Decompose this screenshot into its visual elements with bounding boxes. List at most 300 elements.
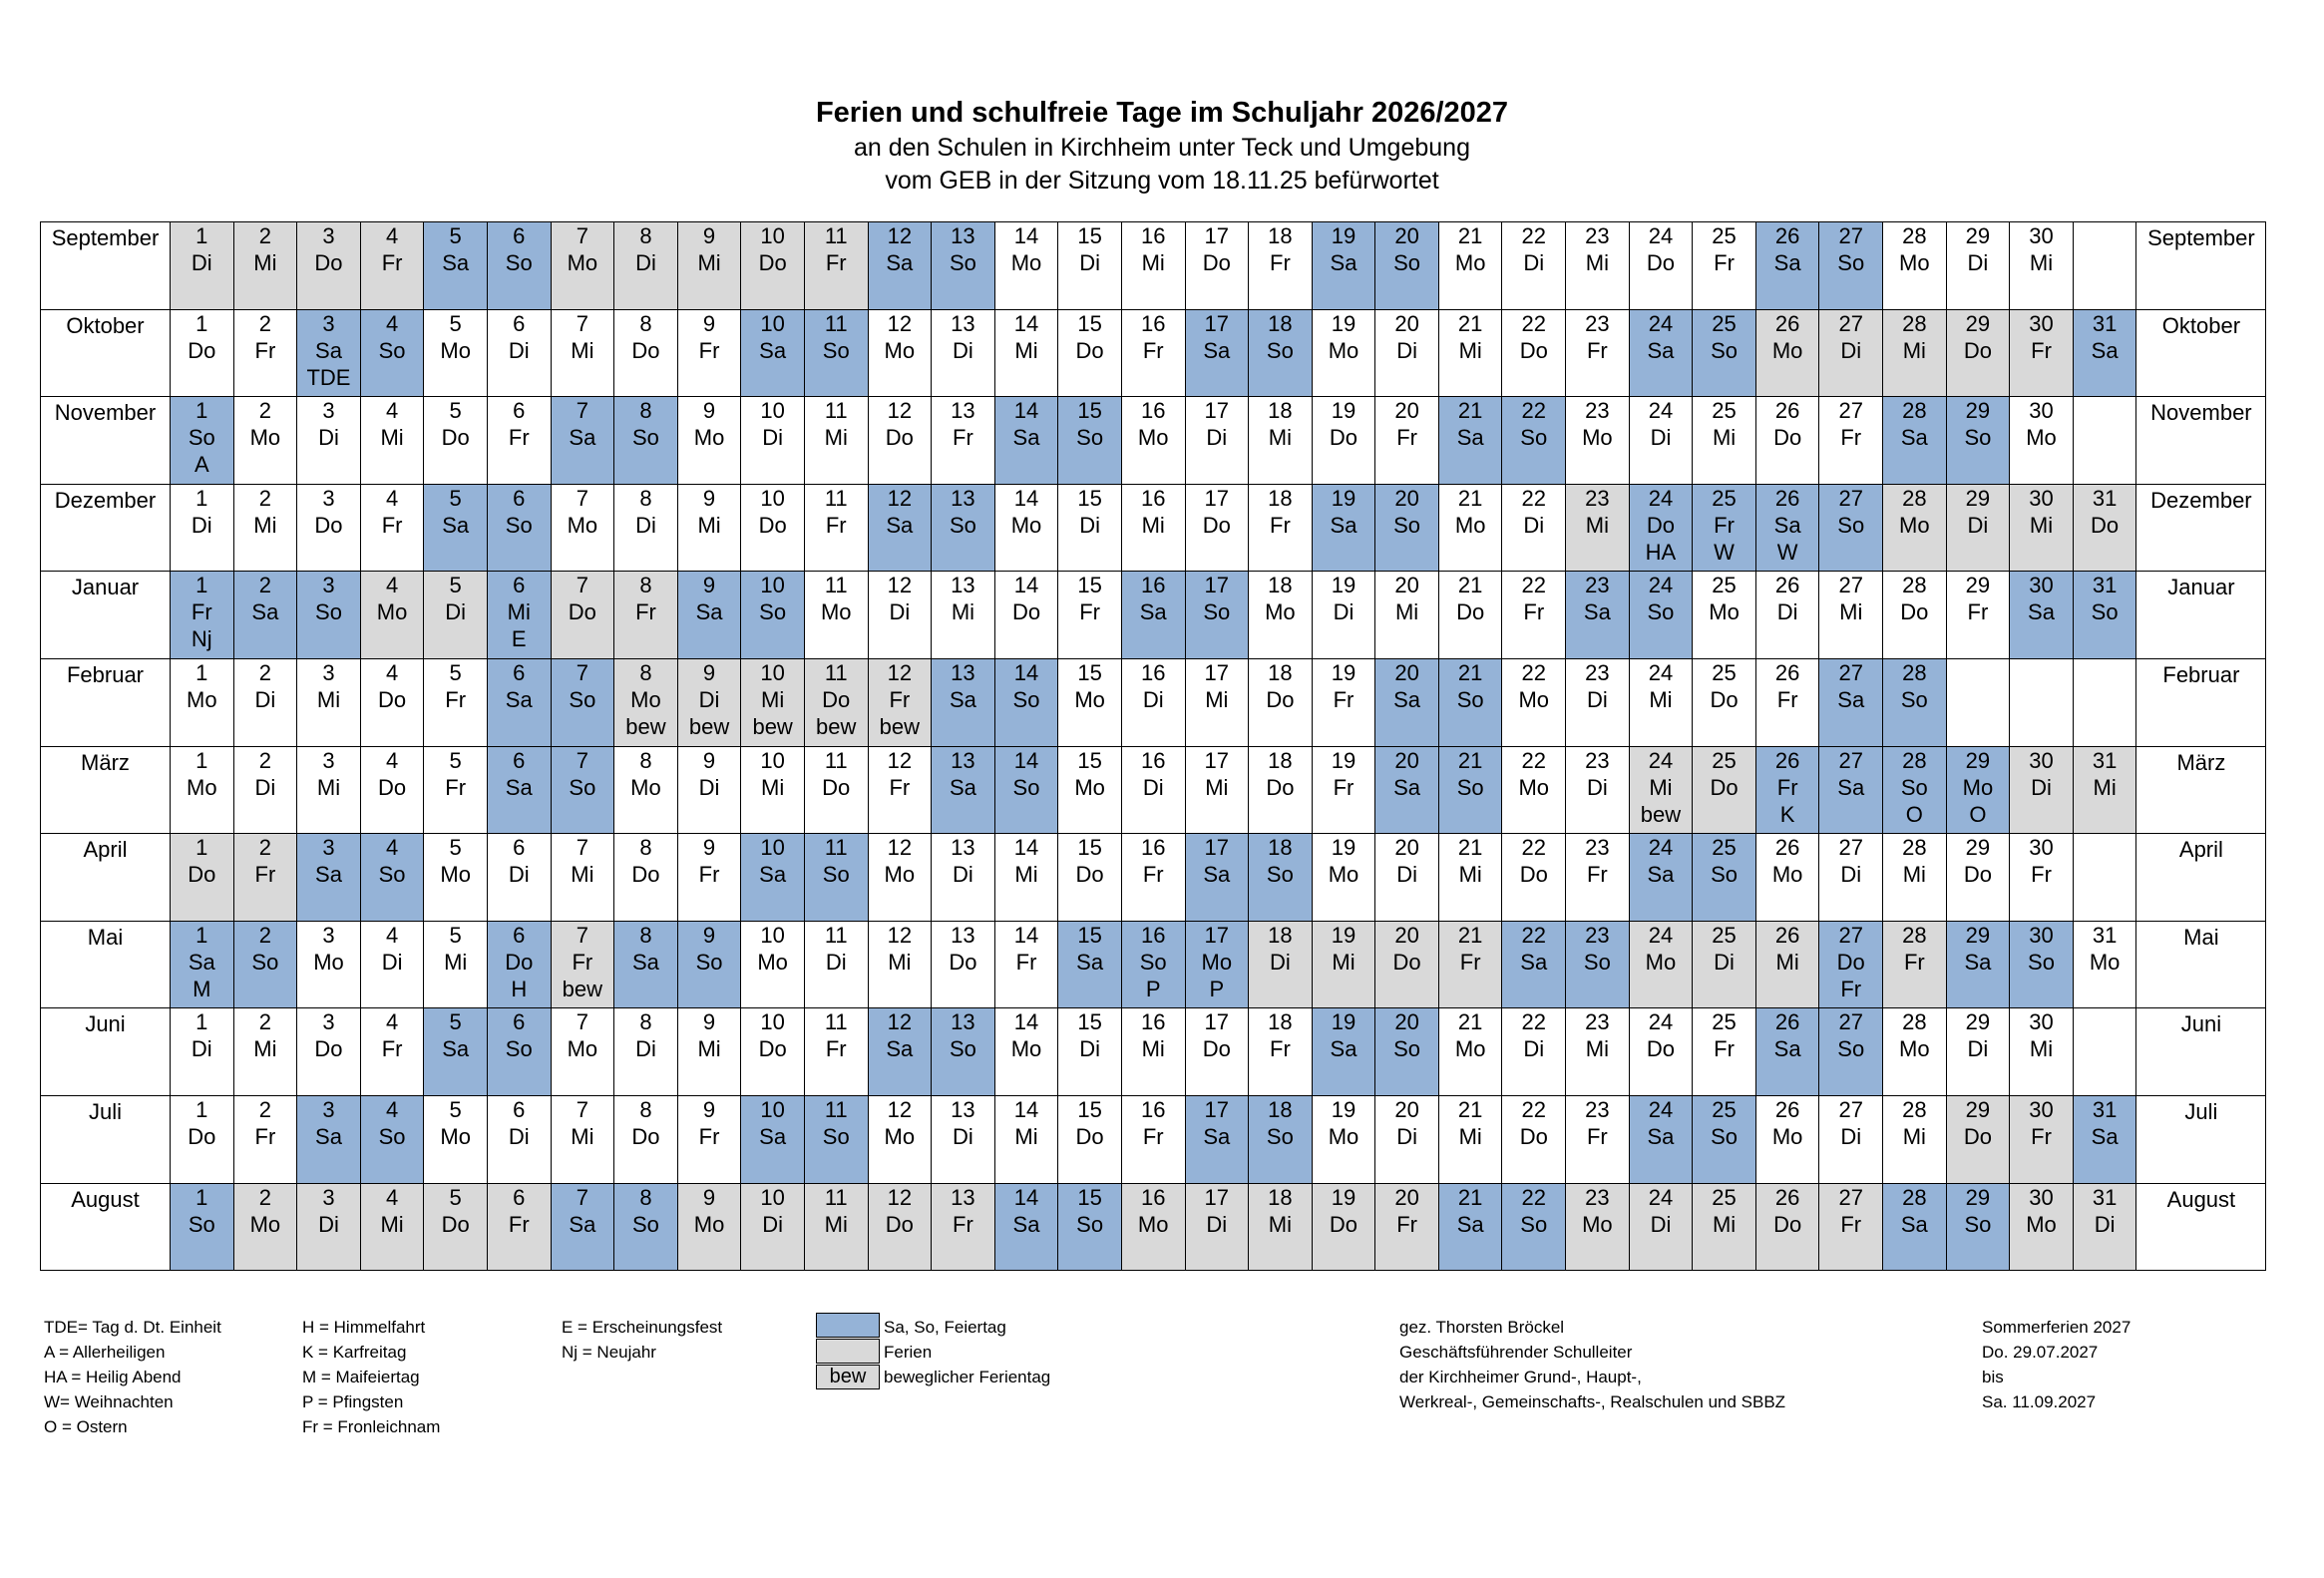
- weekday-label: Sa: [1647, 1123, 1675, 1149]
- day-cell: [1249, 1095, 1313, 1183]
- day-cell: [233, 484, 297, 572]
- day-cell: [1566, 397, 1630, 485]
- day-number: 25: [1712, 835, 1737, 861]
- day-number: 18: [1268, 310, 1293, 336]
- day-cell: [1249, 309, 1313, 397]
- legend-item: Nj = Neujahr: [562, 1343, 656, 1362]
- day-cell: [487, 746, 551, 834]
- weekday-label: Sa: [886, 1036, 914, 1062]
- day-cell: [1502, 921, 1566, 1008]
- day-number: 7: [576, 485, 588, 511]
- weekday-label: Mo: [187, 774, 217, 800]
- weekday-label: Sa: [1393, 686, 1421, 712]
- day-number: 13: [951, 485, 975, 511]
- day-number: 10: [760, 1009, 785, 1035]
- day-number: 22: [1521, 835, 1546, 861]
- weekday-label: Do: [1773, 1211, 1802, 1237]
- day-cell: [994, 658, 1058, 746]
- weekday-label: Mo: [1201, 949, 1233, 975]
- day-number: 1: [195, 1009, 208, 1035]
- day-cell: [1566, 309, 1630, 397]
- weekday-label: Mi: [1394, 599, 1419, 625]
- weekday-label: So: [631, 425, 659, 451]
- day-cell: [2010, 572, 2074, 659]
- day-cell: [1502, 1008, 1566, 1096]
- weekday-label: Mo: [2089, 949, 2121, 975]
- weekday-label: Mo: [1265, 599, 1296, 625]
- day-number: 5: [449, 922, 462, 948]
- weekday-label: Mo: [1899, 250, 1930, 275]
- weekday-label: Di: [1650, 1211, 1672, 1237]
- day-number: 19: [1331, 1009, 1356, 1035]
- weekday-label: Di: [191, 1036, 212, 1062]
- weekday-label: So: [1266, 862, 1294, 888]
- day-cell: [2010, 834, 2074, 922]
- day-cell: [804, 658, 868, 746]
- day-number: 30: [2029, 485, 2054, 511]
- day-number: 22: [1521, 398, 1546, 424]
- day-number: 2: [258, 1096, 272, 1122]
- day-number: 28: [1902, 747, 1927, 773]
- weekday-label: Fr: [1270, 512, 1291, 538]
- day-cell: [487, 1183, 551, 1271]
- day-number: 5: [449, 573, 462, 598]
- day-cell: [614, 309, 678, 397]
- weekday-label: Mo: [1010, 512, 1042, 538]
- weekday-label: Do: [2091, 512, 2120, 538]
- day-cell: [804, 1183, 868, 1271]
- day-cell: [1121, 222, 1185, 310]
- month-label-right: Oktober: [2136, 309, 2266, 397]
- day-number: 29: [1965, 485, 1991, 511]
- day-cell: [1693, 572, 1756, 659]
- summer-to-word: bis: [1982, 1368, 2004, 1386]
- day-number: 17: [1204, 398, 1230, 424]
- weekday-label: Fr: [1714, 1036, 1735, 1062]
- weekday-label: Di: [508, 1123, 530, 1149]
- day-number: 6: [513, 398, 526, 424]
- day-cell: [932, 397, 995, 485]
- day-cell: [487, 572, 551, 659]
- weekday-label: Fr: [1333, 774, 1355, 800]
- weekday-label: Mo: [567, 250, 598, 275]
- day-cell: [932, 921, 995, 1008]
- day-number: 8: [639, 1184, 652, 1210]
- day-annotation: bew: [625, 713, 666, 739]
- weekday-label: Fr: [1586, 337, 1608, 363]
- weekday-label: Do: [1392, 949, 1421, 975]
- day-number: 26: [1774, 223, 1800, 248]
- month-label-right: Juli: [2136, 1095, 2266, 1183]
- day-cell: [2010, 309, 2074, 397]
- day-number: 18: [1268, 747, 1293, 773]
- day-cell: [614, 1095, 678, 1183]
- weekday-label: Do: [758, 512, 787, 538]
- signature-line: der Kirchheimer Grund-, Haupt-,: [1399, 1368, 1642, 1386]
- day-number: 13: [951, 747, 975, 773]
- weekday-label: So: [1076, 1211, 1104, 1237]
- legend-item: HA = Heilig Abend: [44, 1368, 182, 1386]
- day-cell: [1121, 1008, 1185, 1096]
- day-number: 24: [1648, 223, 1674, 248]
- weekday-label: Di: [445, 599, 467, 625]
- month-label-left: April: [41, 834, 171, 922]
- weekday-label: Do: [1646, 1036, 1676, 1062]
- signature-line: Werkreal-, Gemeinschafts-, Realschulen und SBBZ: [1399, 1392, 1786, 1411]
- day-cell: [932, 222, 995, 310]
- day-number: 29: [1965, 310, 1991, 336]
- day-cell: [677, 1008, 741, 1096]
- weekday-label: Fr: [254, 1123, 276, 1149]
- weekday-label: Di: [698, 686, 720, 712]
- empty-cell: [2073, 658, 2136, 746]
- day-cell: [1629, 572, 1693, 659]
- day-number: 27: [1838, 398, 1863, 424]
- summer-to: Sa. 11.09.2027: [1982, 1392, 2097, 1411]
- day-number: 3: [322, 573, 335, 598]
- day-cell: [1185, 834, 1249, 922]
- day-number: 3: [322, 659, 335, 685]
- weekday-label: Mo: [313, 949, 344, 975]
- weekday-label: Mo: [1709, 599, 1740, 625]
- day-cell: [1438, 309, 1502, 397]
- day-number: 13: [951, 398, 975, 424]
- weekday-label: So: [949, 250, 976, 275]
- day-number: 19: [1331, 223, 1356, 248]
- day-cell: [551, 397, 614, 485]
- weekday-label: Sa: [886, 250, 914, 275]
- weekday-label: Do: [1519, 862, 1548, 888]
- day-number: 26: [1774, 1096, 1800, 1122]
- weekday-label: So: [949, 1036, 976, 1062]
- weekday-label: So: [1139, 949, 1167, 975]
- day-cell: [1629, 921, 1693, 1008]
- day-number: 27: [1838, 659, 1863, 685]
- day-number: 8: [639, 223, 652, 248]
- day-cell: [1819, 222, 1883, 310]
- day-number: 14: [1013, 223, 1039, 248]
- day-cell: [297, 746, 361, 834]
- day-number: 27: [1838, 1009, 1863, 1035]
- day-number: 20: [1394, 1184, 1419, 1210]
- day-number: 24: [1648, 573, 1674, 598]
- day-number: 9: [702, 922, 716, 948]
- weekday-label: Sa: [1647, 862, 1675, 888]
- day-number: 3: [322, 835, 335, 861]
- day-cell: [1883, 484, 1947, 572]
- day-cell: [1058, 834, 1122, 922]
- day-cell: [1883, 1095, 1947, 1183]
- day-cell: [424, 484, 488, 572]
- weekday-label: Mo: [1454, 250, 1486, 275]
- weekday-label: Mi: [697, 250, 721, 275]
- day-cell: [1819, 572, 1883, 659]
- legend-key-ferien: Ferien: [884, 1343, 933, 1362]
- day-cell: [868, 572, 932, 659]
- day-number: 1: [195, 398, 208, 424]
- weekday-label: Sa: [315, 1123, 342, 1149]
- day-number: 23: [1585, 1096, 1610, 1122]
- day-cell: [360, 1183, 424, 1271]
- day-cell: [233, 572, 297, 659]
- month-label-left: Dezember: [41, 484, 171, 572]
- calendar-table: [40, 221, 2266, 1271]
- month-label-right: Dezember: [2136, 484, 2266, 572]
- day-number: 1: [195, 659, 208, 685]
- weekday-label: Fr: [508, 425, 530, 451]
- day-cell: [932, 1095, 995, 1183]
- weekday-label: So: [1837, 512, 1865, 538]
- weekday-label: Mo: [440, 1123, 471, 1149]
- day-number: 27: [1838, 835, 1863, 861]
- weekday-label: Do: [568, 599, 596, 625]
- day-cell: [551, 834, 614, 922]
- day-cell: [1058, 397, 1122, 485]
- day-cell: [2010, 921, 2074, 1008]
- day-cell: [1312, 572, 1375, 659]
- day-number: 22: [1521, 223, 1546, 248]
- day-number: 20: [1394, 398, 1419, 424]
- day-number: 4: [385, 1009, 399, 1035]
- day-cell: [1755, 658, 1819, 746]
- day-number: 13: [951, 1009, 975, 1035]
- day-number: 2: [258, 747, 272, 773]
- day-number: 4: [385, 835, 399, 861]
- day-cell: [233, 1095, 297, 1183]
- day-cell: [1438, 397, 1502, 485]
- weekday-label: Mo: [1074, 686, 1105, 712]
- day-number: 28: [1902, 485, 1927, 511]
- day-cell: [551, 1095, 614, 1183]
- day-cell: [1121, 572, 1185, 659]
- day-cell: [1629, 1095, 1693, 1183]
- day-cell: [1883, 309, 1947, 397]
- day-cell: [1946, 1183, 2010, 1271]
- day-number: 10: [760, 1096, 785, 1122]
- day-cell: [1185, 1183, 1249, 1271]
- day-cell: [868, 746, 932, 834]
- weekday-label: Mi: [316, 686, 341, 712]
- weekday-label: Di: [1206, 425, 1228, 451]
- summer-holidays-block: [1982, 1315, 2130, 1414]
- day-cell: [1185, 309, 1249, 397]
- day-annotation: bew: [562, 976, 603, 1001]
- day-cell: [1502, 834, 1566, 922]
- weekday-label: Mi: [1712, 1211, 1737, 1237]
- day-cell: [2010, 1183, 2074, 1271]
- legend-item: K = Karfreitag: [302, 1343, 407, 1362]
- weekday-label: Di: [191, 512, 212, 538]
- day-cell: [297, 484, 361, 572]
- weekday-label: Di: [381, 949, 403, 975]
- day-number: 19: [1331, 398, 1356, 424]
- day-cell: [1502, 1095, 1566, 1183]
- day-cell: [1946, 746, 2010, 834]
- weekday-label: Di: [635, 512, 656, 538]
- weekday-label: Do: [1329, 425, 1358, 451]
- day-cell: [741, 309, 805, 397]
- day-number: 30: [2029, 1009, 2054, 1035]
- weekday-label: Do: [1900, 599, 1929, 625]
- day-number: 15: [1077, 747, 1102, 773]
- weekday-label: Do: [1075, 337, 1104, 363]
- weekday-label: Di: [1270, 949, 1291, 975]
- day-cell: [1755, 1008, 1819, 1096]
- weekday-label: Mi: [1014, 1123, 1038, 1149]
- day-cell: [1629, 484, 1693, 572]
- day-number: 4: [385, 310, 399, 336]
- day-number: 25: [1712, 485, 1737, 511]
- day-cell: [614, 484, 678, 572]
- weekday-label: Sa: [759, 337, 787, 363]
- weekday-label: Sa: [1139, 599, 1167, 625]
- day-number: 27: [1838, 485, 1863, 511]
- day-cell: [551, 921, 614, 1008]
- weekday-label: Di: [1650, 425, 1672, 451]
- weekday-label: Fr: [2031, 337, 2052, 363]
- day-number: 16: [1140, 1096, 1166, 1122]
- day-cell: [804, 834, 868, 922]
- day-cell: [741, 397, 805, 485]
- day-number: 23: [1585, 485, 1610, 511]
- day-cell: [1755, 1183, 1819, 1271]
- day-number: 17: [1204, 1184, 1230, 1210]
- weekday-label: Mi: [571, 862, 594, 888]
- day-number: 15: [1077, 1096, 1102, 1122]
- day-number: 2: [258, 310, 272, 336]
- day-number: 24: [1648, 398, 1674, 424]
- day-cell: [1693, 921, 1756, 1008]
- weekday-label: Fr: [1015, 949, 1037, 975]
- day-cell: [1693, 1183, 1756, 1271]
- day-number: 4: [385, 485, 399, 511]
- weekday-label: Do: [1075, 862, 1104, 888]
- day-number: 15: [1077, 398, 1102, 424]
- day-number: 5: [449, 1096, 462, 1122]
- day-cell: [360, 746, 424, 834]
- day-number: 26: [1774, 1184, 1800, 1210]
- day-number: 5: [449, 1009, 462, 1035]
- day-number: 27: [1838, 1184, 1863, 1210]
- day-number: 2: [258, 1009, 272, 1035]
- weekday-label: Di: [1396, 337, 1417, 363]
- day-cell: [360, 572, 424, 659]
- weekday-label: Mo: [820, 599, 852, 625]
- weekday-label: Sa: [442, 250, 470, 275]
- weekday-label: Di: [2031, 774, 2052, 800]
- weekday-label: Sa: [1964, 949, 1992, 975]
- day-cell: [1375, 309, 1439, 397]
- day-cell: [1566, 222, 1630, 310]
- weekday-label: Mi: [1839, 599, 1863, 625]
- day-number: 10: [760, 747, 785, 773]
- day-cell: [1438, 921, 1502, 1008]
- weekday-label: Mi: [1902, 862, 1926, 888]
- day-number: 1: [195, 835, 208, 861]
- day-number: 6: [513, 659, 526, 685]
- day-number: 14: [1013, 1184, 1039, 1210]
- weekday-label: Sa: [442, 1036, 470, 1062]
- day-cell: [1121, 484, 1185, 572]
- weekday-label: Do: [1266, 686, 1295, 712]
- weekday-label: Di: [1967, 250, 1989, 275]
- day-number: 30: [2029, 310, 2054, 336]
- day-cell: [868, 484, 932, 572]
- day-number: 4: [385, 398, 399, 424]
- day-number: 25: [1712, 223, 1737, 248]
- day-cell: [1502, 746, 1566, 834]
- day-cell: [424, 921, 488, 1008]
- day-number: 23: [1585, 573, 1610, 598]
- weekday-label: Fr: [1903, 949, 1925, 975]
- day-number: 28: [1902, 835, 1927, 861]
- day-number: 6: [513, 1184, 526, 1210]
- day-annotation: H: [511, 976, 528, 1001]
- day-cell: [1693, 834, 1756, 922]
- weekday-label: Fr: [1270, 1036, 1291, 1062]
- weekday-label: Mi: [824, 1211, 848, 1237]
- day-cell: [1121, 746, 1185, 834]
- weekday-label: Sa: [1773, 1036, 1801, 1062]
- weekday-label: So: [505, 512, 533, 538]
- day-cell: [1185, 1008, 1249, 1096]
- weekday-label: Di: [1840, 1123, 1862, 1149]
- weekday-label: So: [251, 949, 279, 975]
- weekday-label: Mi: [761, 686, 785, 712]
- month-label-right: August: [2136, 1183, 2266, 1271]
- day-cell: [424, 572, 488, 659]
- day-number: 24: [1648, 1096, 1674, 1122]
- day-number: 16: [1140, 1009, 1166, 1035]
- day-number: 23: [1585, 1184, 1610, 1210]
- day-cell: [233, 222, 297, 310]
- weekday-label: Mi: [1268, 1211, 1292, 1237]
- day-cell: [171, 484, 234, 572]
- day-number: 12: [887, 835, 913, 861]
- day-cell: [1438, 658, 1502, 746]
- weekday-label: Mi: [1649, 774, 1673, 800]
- day-number: 25: [1712, 659, 1737, 685]
- day-cell: [171, 746, 234, 834]
- day-cell: [424, 1095, 488, 1183]
- day-number: 11: [824, 659, 848, 685]
- day-number: 6: [513, 485, 526, 511]
- day-number: 28: [1902, 1096, 1927, 1122]
- day-cell: [677, 397, 741, 485]
- legend-swatch-weekend: [816, 1313, 880, 1338]
- weekday-label: Sa: [1076, 949, 1104, 975]
- day-number: 4: [385, 223, 399, 248]
- day-number: 12: [887, 485, 913, 511]
- day-number: 6: [513, 835, 526, 861]
- month-label-left: November: [41, 397, 171, 485]
- day-cell: [297, 921, 361, 1008]
- month-label-left: Januar: [41, 572, 171, 659]
- weekday-label: Fr: [825, 1036, 847, 1062]
- day-number: 23: [1585, 310, 1610, 336]
- month-row: [41, 921, 2266, 1008]
- day-number: 13: [951, 573, 975, 598]
- day-cell: [1249, 397, 1313, 485]
- weekday-label: Do: [885, 425, 914, 451]
- day-cell: [1375, 222, 1439, 310]
- day-cell: [1819, 397, 1883, 485]
- day-cell: [1058, 1008, 1122, 1096]
- weekday-label: Mi: [888, 949, 912, 975]
- weekday-label: So: [1900, 686, 1928, 712]
- day-cell: [360, 1095, 424, 1183]
- day-cell: [233, 1008, 297, 1096]
